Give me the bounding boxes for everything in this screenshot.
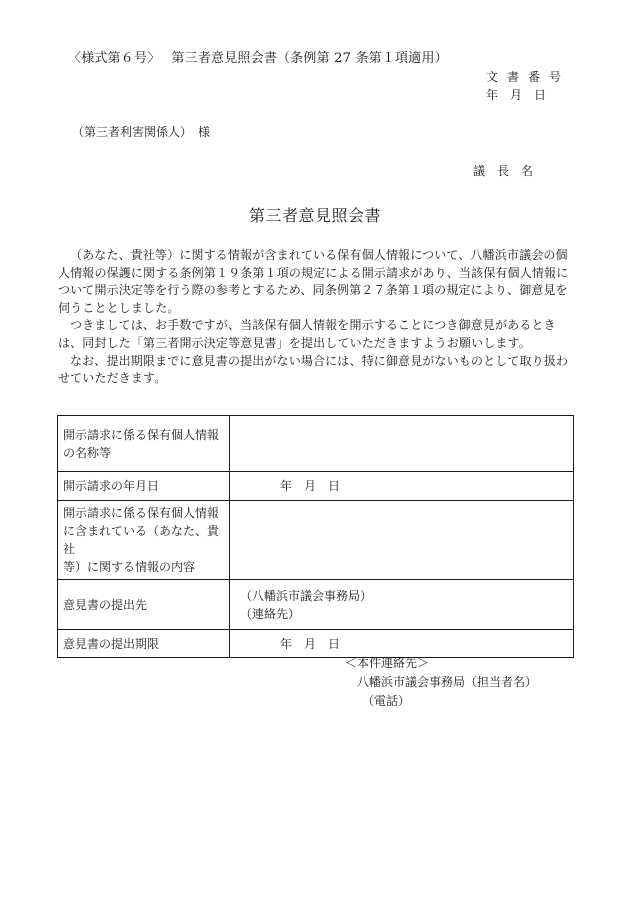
table-label-cell: 意見書の提出先 (58, 580, 230, 630)
table-label-cell: 意見書の提出期限 (58, 630, 230, 658)
document-number-label: 文書番号 (486, 70, 571, 84)
body-paragraph: なお、提出期限までに意見書の提出がない場合には、特に御意見がないものとして取り扱わせていただきます。 (58, 353, 569, 386)
form-number-header: 〈様式第６号〉 第三者意見照会書（条例第 27 条第１項適用） (68, 51, 448, 66)
table-row (58, 501, 574, 580)
table-value-cell: 年 月 日 (230, 472, 574, 501)
issue-date-label: 年 月 日 (486, 88, 547, 102)
table-value-cell: 年 月 日 (230, 630, 574, 658)
sender-name: 議 長 名 (473, 164, 534, 178)
table-label-cell: 開示請求に係る保有個人情報 に含まれている（あなた、貴社 等）に関する情報の内容 (58, 501, 230, 580)
table-value-cell: （八幡浜市議会事務局） （連絡先） (230, 580, 574, 630)
body-paragraph: つきましては、お手数ですが、当該保有個人情報を開示することにつき御意見があるときは、同封した「第三者開示決定等意見書」を提出していただきますようお願いします。 (58, 318, 556, 350)
body-text (58, 247, 574, 388)
table-row (58, 416, 574, 472)
request-info-table (57, 415, 574, 658)
table-row (58, 472, 574, 501)
contact-phone: （電話） (362, 694, 411, 708)
table-row (58, 630, 574, 658)
contact-heading: ＜本件連絡先＞ (345, 656, 430, 670)
table-value-cell (230, 501, 574, 580)
document-title: 第三者意見照会書 (248, 206, 381, 225)
table-label-cell: 開示請求に係る保有個人情報 の名称等 (58, 416, 230, 472)
contact-office: 八幡浜市議会事務局（担当者名） (357, 675, 538, 689)
addressee: （第三者利害関係人） 様 (72, 125, 211, 139)
body-paragraph: （あなた、貴社等）に関する情報が含まれている保有個人情報について、八幡浜市議会の個人情報の保護に関する条例第１９条第１項の規定による開示請求があり、当該保有個人情報について開示決定等を行う際の参考とするため、同条例第２７条第１項の規定により、御意見を伺うこととしました。 (58, 248, 569, 315)
table-row (58, 580, 574, 630)
table-value-cell (230, 416, 574, 472)
table-label-cell: 開示請求の年月日 (58, 472, 230, 501)
